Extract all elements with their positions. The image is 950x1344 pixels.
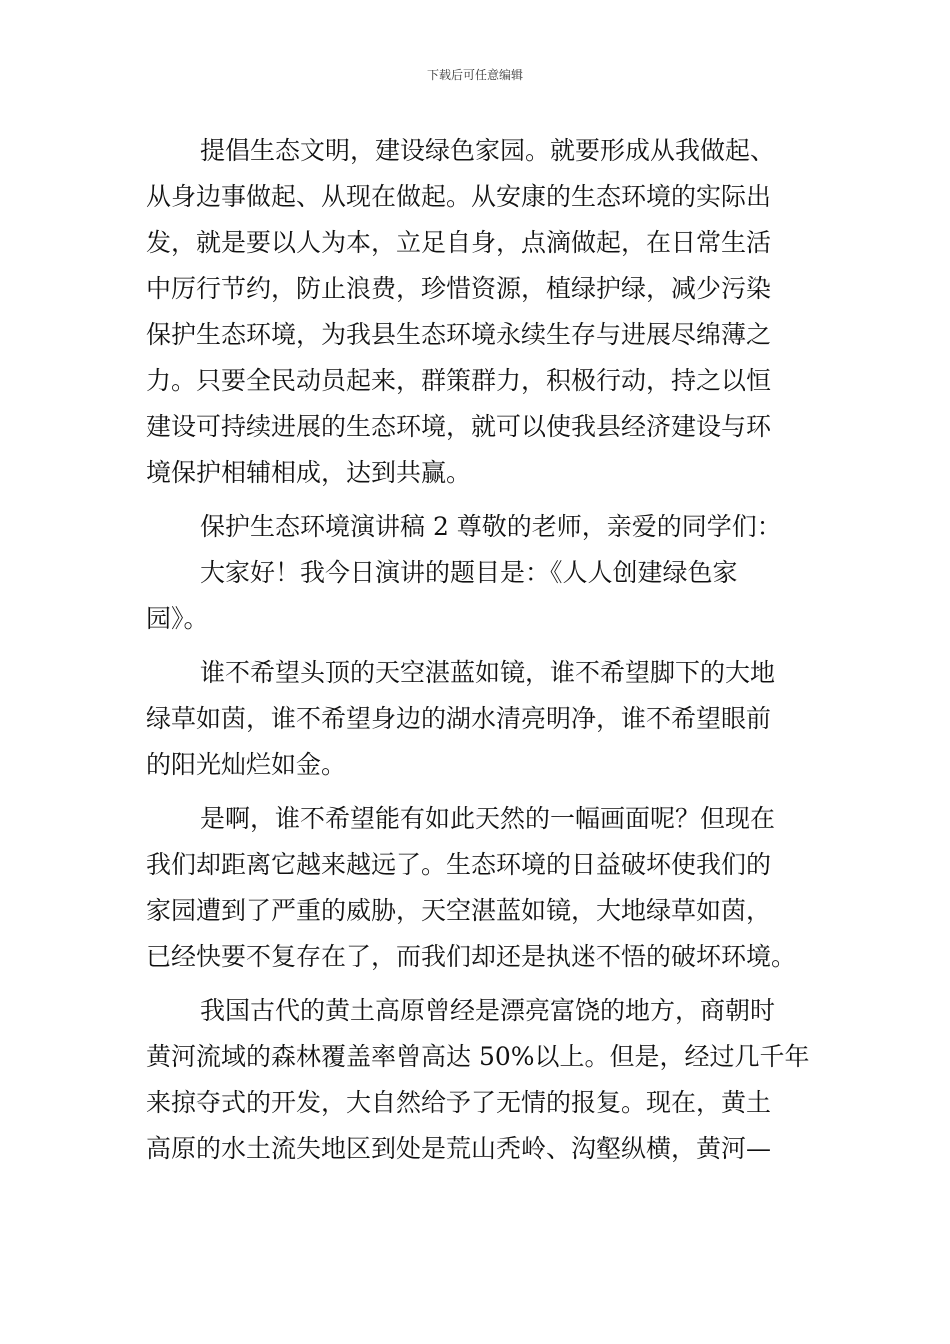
text-line: 园》。 (146, 604, 209, 633)
text-line: 来掠夺式的开发，大自然给予了无情的报复。现在，黄土 (146, 1088, 772, 1117)
text-line: 力。只要全民动员起来，群策群力，积极行动，持之以恒 (146, 366, 772, 395)
text-line: 我国古代的黄土高原曾经是漂亮富饶的地方，商朝时 (200, 996, 776, 1025)
text-line: 绿草如茵，谁不希望身边的湖水清亮明净，谁不希望眼前 (146, 704, 772, 733)
text-line: 已经快要不复存在了，而我们却还是执迷不悟的破坏环境。 (146, 942, 797, 971)
text-line: 境保护相辅相成，达到共赢。 (146, 458, 472, 487)
text-line: 从身边事做起、从现在做起。从安康的生态环境的实际出 (146, 182, 772, 211)
text-line: 我们却距离它越来越远了。生态环境的日益破坏使我们的 (146, 850, 772, 879)
text-line: 提倡生态文明，建设绿色家园。就要形成从我做起、 (200, 136, 776, 165)
text-line: 大家好！我今日演讲的题目是：《人人创建绿色家 (200, 558, 738, 587)
header-note: 下载后可任意编辑 (426, 68, 523, 82)
text-line: 保护生态环境，为我县生态环境永续生存与进展尽绵薄之 (146, 320, 772, 349)
text-line: 的阳光灿烂如金。 (146, 750, 347, 779)
text-line: 发，就是要以人为本，立足自身，点滴做起，在日常生活 (146, 228, 772, 257)
text-line: 家园遭到了严重的威胁，天空湛蓝如镜，大地绿草如茵， (146, 896, 772, 925)
text-line: 黄河流域的森林覆盖率曾高达 50%以上。但是，经过几千年 (146, 1042, 810, 1071)
text-line: 中厉行节约，防止浪费，珍惜资源，植绿护绿，减少污染 (146, 274, 772, 303)
text-line: 建设可持续进展的生态环境，就可以使我县经济建设与环 (146, 412, 772, 441)
body-text (146, 128, 810, 1172)
text-line: 是啊，谁不希望能有如此天然的一幅画面呢？但现在 (200, 804, 776, 833)
text-line: 高原的水土流失地区到处是荒山秃岭、沟壑纵横，黄河— (146, 1134, 772, 1163)
text-line: 谁不希望头顶的天空湛蓝如镜，谁不希望脚下的大地 (200, 658, 776, 687)
text-line: 保护生态环境演讲稿 2 尊敬的老师，亲爱的同学们： (200, 512, 782, 541)
